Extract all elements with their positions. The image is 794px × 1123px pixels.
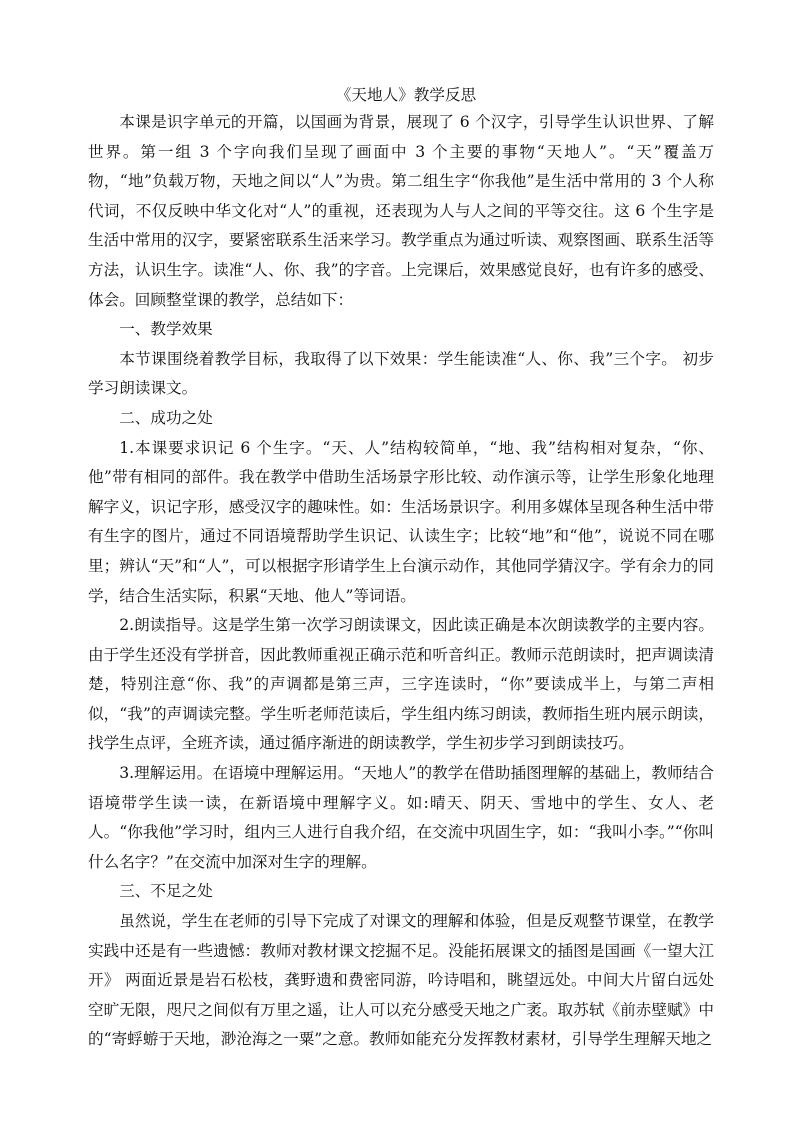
shortcomings-body: 虽然说，学生在老师的引导下完成了对课文的理解和体验，但是反观整节课堂，在教学实践中还是有一些遗憾：教师对教材课文挖掘不足。没能拓展课文的插图是国画《一望大江开》 两面近景是岩石松枝，龚野遗和费密同游，吟诗唱和，眺望远处。中间大片留白远处空旷无限，咫尺之间似有万里之遥，让人可以充分感受天地之广袤。取苏轼《前赤壁赋》中的“寄蜉蝣于天地，渺沧海之一粟”之意。教师如能充分发挥教材素材，引导学生理解天地之	[88, 912, 714, 1049]
success-item-2: 2.朗读指导。这是学生第一次学习朗读课文，因此读正确是本次朗读教学的主要内容。由于学生还没有学拼音，因此教师重视正确示范和听音纠正。教师示范朗读时，把声调读清楚，特别注意“你、我”的声调都是第三声，三字连读时，“你”要读成半上，与第二声相似，“我”的声调读完整。学生听老师范读后，学生组内练习朗读，教师指生班内展示朗读，找学生点评，全班齐读，通过循序渐进的朗读教学，学生初步学习到朗读技巧。	[88, 616, 714, 753]
section-effect-body: 本节课围绕着教学目标，我取得了以下效果：学生能读准“人、你、我”三个字。 初步学习朗读课文。	[88, 349, 714, 398]
success-item-3: 3.理解运用。在语境中理解运用。“天地人”的教学在借助插图理解的基础上，教师结合语境带学生读一读，在新语境中理解字义。如:晴天、阴天、雪地中的学生、女人、老人。“你我他”学习时，组内三人进行自我介绍，在交流中巩固生字，如：“我叫小李。”“你叫什么名字？”在交流中加深对生字的理解。	[88, 764, 714, 871]
document-title: 《天地人》教学反思	[335, 86, 477, 104]
section-heading-shortcomings: 三、不足之处	[119, 882, 213, 901]
intro-paragraph: 本课是识字单元的开篇，以国画为背景，展现了 6 个汉字，引导学生认识世界、了解世界。第一组 3 个字向我们呈现了画面中 3 个主要的事物“天地人”。“天”覆盖万物，“地”负载万物，天地之间以“人”为贵。第二组生字“你我他”是生活中常用的 3 个人称代词，不仅反映中华文化对“人”的重视，还表现为人与人之间的平等交往。这 6 个生字是生活中常用的汉字，要紧密联系生活来学习。教学重点为通过听读、观察图画、联系生活等方法，认识生字。读准“人、你、我”的字音。上完课后，效果感觉良好，也有许多的感受、体会。回顾整堂课的教学，总结如下：	[88, 113, 714, 309]
success-item-1: 1.本课要求识记 6 个生字。“天、人”结构较简单，“地、我”结构相对复杂，“你、 他”带有相同的部件。我在教学中借助生活场景字形比较、动作演示等，让学生形象化地理解字义，识记字形，感受汉字的趣味性。如：生活场景识字。利用多媒体呈现各种生活中带有生字的图片，通过不同语境帮助学生识记、认读生字；比较“地”和“他”，说说不同在哪里；辨认“天”和“人”，可以根据字形请学生上台演示动作，其他同学猜汉字。学有余力的同学，结合生活实际，积累“天地、他人”等词语。	[88, 438, 714, 605]
section-heading-success: 二、成功之处	[119, 408, 213, 427]
section-heading-effect: 一、教学效果	[119, 320, 213, 339]
document-page	[88, 82, 714, 1055]
